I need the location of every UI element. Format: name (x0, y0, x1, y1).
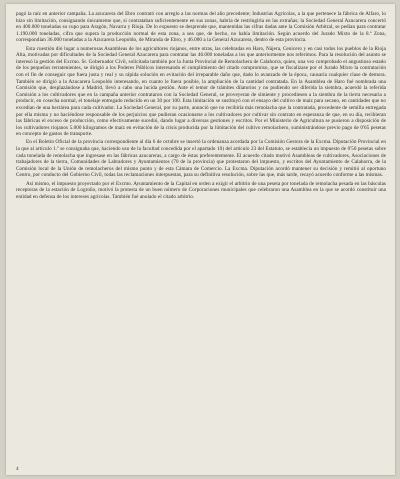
paragraph-4: Así mismo, el impuesto proyectado por el Excmo. Ayuntamiento de la Capital en orden a exigir el arbitrio de una peseta por tonelada de remolacha pesada en las básculas receptoras de la estación de Logroño, motivó la protesta de un buen número de Corporaciones municipales que celebraron una Asamblea en la que se acordó constituir una entidad en defensa de los intereses agrícolas. También fué anulado el citado arbitrio. (16, 180, 386, 200)
body-text (16, 11, 386, 200)
paragraph-2: Esta cuestión dió lugar a numerosas Asambleas de los agricultores riojanos, entre otras, las celebradas en Haro, Nájera, Cenicero y en casi todos los pueblos de la Rioja Alta, motivadas por dificultades de la Sociedad General Azucarera para contratar las 46.000 toneladas a los que anteriormente nos referimos. Para la resolución del asunto se interesó la gestión del Excmo. Sr. Gobernador Civil, solicitada también por la Junta Provincial de Remolachera de Calahorra, quien, una vez comprobado el angustioso estado de los pequeños terratenientes, se dirigió a los Poderes Públicos interesando el cumplimiento del citado compromiso, que se fiscalizase por el Jurado Mixto la contratación con el fin de conseguir que fuera justa y real y su rápida solución en evitación del irreparable daño que, dado lo avanzado de la época, causaría cualquier clase de demora. También se dirigió a la Azucarera Leopoldo interesando, en cuanto le fuera posible, la ampliación de la cantidad contratada. En la Asamblea de Haro fué nombrada una Comisión que, desplazándose a Madrid, llevó a cabo una lucida gestión. Ante el temor de trámites dilatorios y no pudiendo ser diferida la siembra, acuerdó la referida Comisión a los cultivadores que en la campaña anterior contrataron con la Sociedad General, se proveyeran de simiente y procediesen a la siembra de la tierra necesaria a producir, en cosecha normal, el tonelaje entregado reducido en un 30 por 100. Esta limitación se sustituyó con el ensayo del cultivo de maíz para secano, en cantidades que no excedían de una hectárea para cada cultivador. La Sociedad General, por su parte, anunció que no recibiría más remolacha que la contratada, procedente de semilla entregada por ella misma y no haciéndose responsable de los perjuicios que pudieran ocasionarse a los cultivadores por cultivar sin contrato en esperanza de que, en su día, recibieran las fábricas el exceso de producción, como efectivamente sucedió, dando lugar a diversas gestiones y escritos. Por el Ministerio de Agricultura se pusieron a disposición de los cultivadores riojanos 5.000 kilogramos de maíz en evitación de la crisis producida por la limitación del cultivo remolachero, suministrándose previo pago de 0'65 pesetas en concepto de gastos de transporte. (16, 45, 386, 138)
page-number: 4 (16, 466, 19, 472)
document-page (6, 4, 395, 475)
paragraph-1: pagó la raíz en anterior campaña. La azucarera del Ebro contrató con arreglo a las normas del año precedente; Industrias Agrícolas, a la que pertenece la fábrica de Alfaro, lo hizo sin limitación, consignando únicamente que, si contrataban suficientemente en sus zonas, habría de restringirla en las extrañas; la Sociedad General Azucarera concertó en 400.000 toneladas su cupo para Aragón, Navarra y Rioja. De lo expuesto se desprende que, mantenidas las cifras dadas ante la Comisión Arbitral, se pedían para contratar 1.190.000 toneladas, cifra que supera la producción normal de esta zona, a sea que, de hecho, no había limitación. Según acuerdo del Jurado Mixto de la 8.ª Zona, correspondían 36.000 toneladas a la Azucarera Leopoldo, de Miranda de Ebro, y 46.000 a la General Azucarera, dentro de esta provincia. (16, 11, 386, 44)
paragraph-3: En el Boletín Oficial de la provincia correspondiente al día 6 de octubre se insertó la ordenanza acordada por la Comisión Gestora de la Excma. Diputación Provincial en la que al artículo 1.º se consignaba que, haciendo uso de la facultad concedida por el apartado 10) del artículo 23 del Estatuto, se establecía un impuesto de 0'50 pesetas sobre cada tonelada de remolacha que ingresase en las fábricas azucareras, a cargo de éstas preferentemente. El acuerdo citado motivó Asambleas de cultivadores, Asociaciones de trabajadores de la tierra, Comunidades de Labradores y Ayuntamientos (70 de la provincia) que protestaron del impuesto, y escritos del Ayuntamiento de Calahorra, de la Comisión local de la Unión de remolacheros del mismo punto y de esta Cámara de Comercio. La Excma. Diputación acordó mantener su decisión y remitió al oportuno Centro, por conducto del Gobierno Civil, todas las reclamaciones interpuestas, para su definitiva resolución, sobre las que, más tarde, recayó acuerdo conforme a las mismas. (16, 139, 386, 179)
